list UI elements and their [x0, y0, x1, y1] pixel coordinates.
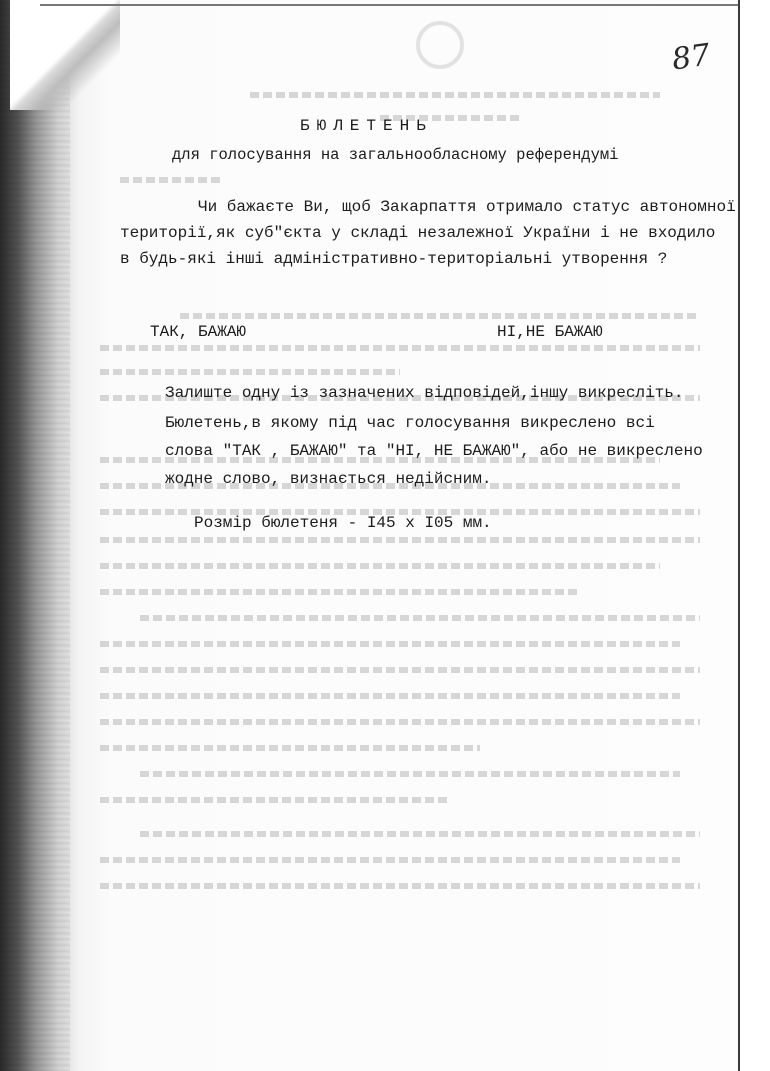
option-yes: ТАК, БАЖАЮ: [150, 323, 247, 341]
instruction-line-3: слова "ТАК , БАЖАЮ" та "НІ, НЕ БАЖАЮ", або не викреслено: [165, 442, 703, 460]
question-line-2: території,як суб"єкта у складі незалежної України і не входило: [120, 224, 716, 242]
handwritten-page-number: 87: [669, 37, 713, 78]
instruction-line-4: жодне слово, визнається недійсним.: [165, 470, 492, 488]
ballot-title: БЮЛЕТЕНЬ: [300, 117, 433, 135]
ballot-size-note: Розмір бюлетеня - І45 х І05 мм.: [194, 514, 492, 532]
ballot-subtitle: для голосування на загальнообласному референдумі: [172, 146, 619, 164]
instruction-line-1: Залиште одну із зазначених відповідей,іншу викресліть.: [165, 384, 684, 402]
instruction-line-2: Бюлетень,в якому під час голосування викреслено всі: [165, 414, 655, 432]
option-no: НІ,НЕ БАЖАЮ: [497, 323, 603, 341]
question-line-1: Чи бажаєте Ви, щоб Закарпаття отримало статус автономної: [198, 198, 736, 216]
question-line-3: в будь-які інші адміністративно-територіальні утворення ?: [120, 250, 668, 268]
